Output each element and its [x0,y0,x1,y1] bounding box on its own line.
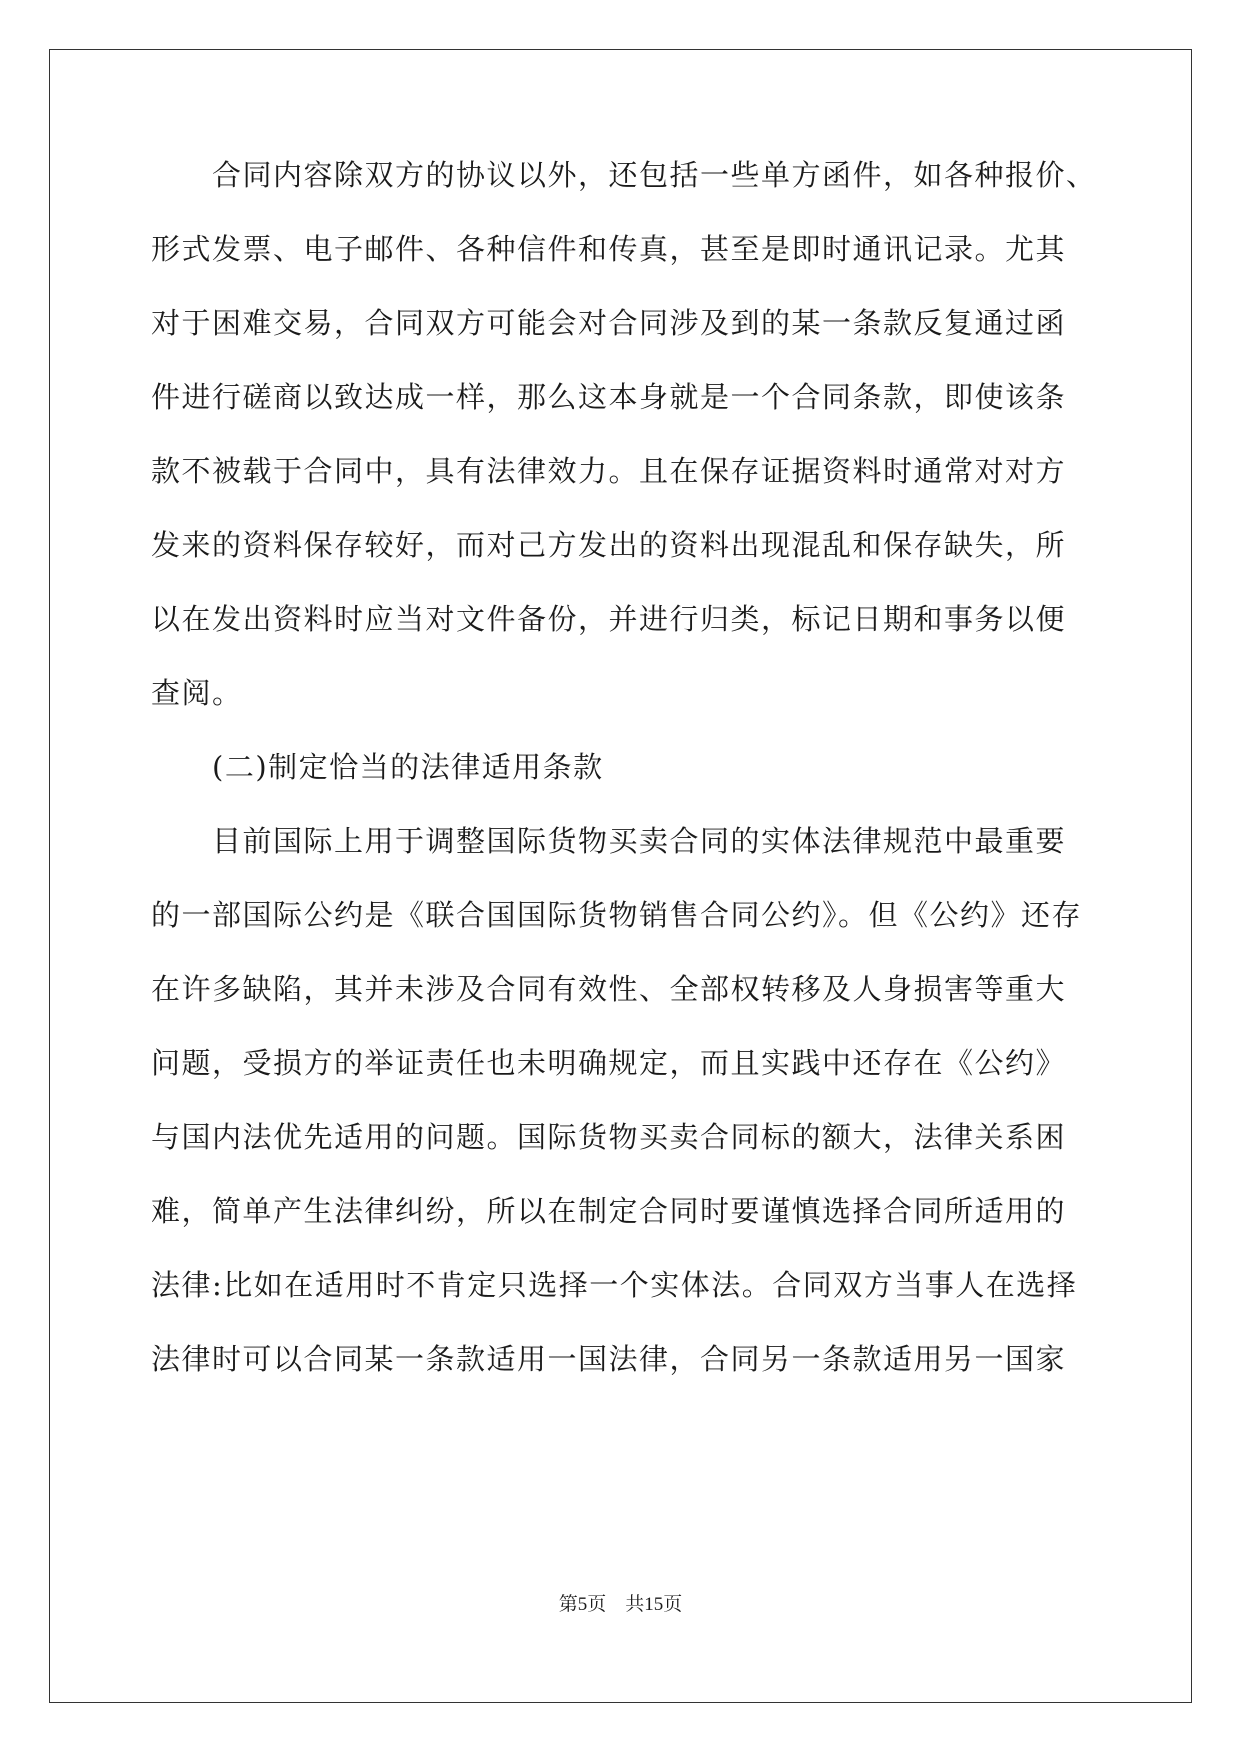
text-line: 难，简单产生法律纠纷，所以在制定合同时要谨慎选择合同所适用的 [151,1194,1067,1228]
text-line: 件进行磋商以致达成一样，那么这本身就是一个合同条款，即使该条 [151,380,1067,414]
text-line: 法律:比如在适用时不肯定只选择一个实体法。合同双方当事人在选择 [151,1268,1078,1302]
page-footer [0,1592,1241,1617]
text-line: 问题，受损方的举证责任也未明确规定，而且实践中还存在《公约》 [151,1046,1067,1080]
text-line: 形式发票、电子邮件、各种信件和传真，甚至是即时通讯记录。尤其 [151,232,1067,266]
text-line: 与国内法优先适用的问题。国际货物买卖合同标的额大，法律关系困 [151,1120,1067,1154]
text-line: 以在发出资料时应当对文件备份，并进行归类，标记日期和事务以便 [151,602,1067,636]
page-border [49,49,1192,1703]
text-line: 款不被载于合同中，具有法律效力。且在保存证据资料时通常对对方 [151,454,1067,488]
page-label-middle: 页 共 [587,1593,645,1615]
text-line: 在许多缺陷，其并未涉及合同有效性、全部权转移及人身损害等重大 [151,972,1067,1006]
total-page-count: 15 [644,1594,664,1615]
text-line: 发来的资料保存较好，而对己方发出的资料出现混乱和保存缺失，所 [151,528,1067,562]
text-line: 查阅。 [151,676,243,710]
text-line: 目前国际上用于调整国际货物买卖合同的实体法律规范中最重要 [151,824,1067,858]
text-line: 法律时可以合同某一条款适用一国法律，合同另一条款适用另一国家 [151,1342,1067,1376]
current-page-number: 5 [577,1594,588,1615]
text-line: 对于困难交易，合同双方可能会对合同涉及到的某一条款反复通过函 [151,306,1067,340]
page-label-suffix: 页 [663,1593,683,1615]
section-heading: (二)制定恰当的法律适用条款 [151,750,604,784]
text-line: 合同内容除双方的协议以外，还包括一些单方函件，如各种报价、 [151,158,1097,192]
text-line: 的一部国际公约是《联合国国际货物销售合同公约》。但《公约》还存 [151,898,1083,932]
page-label-prefix: 第 [558,1593,578,1615]
